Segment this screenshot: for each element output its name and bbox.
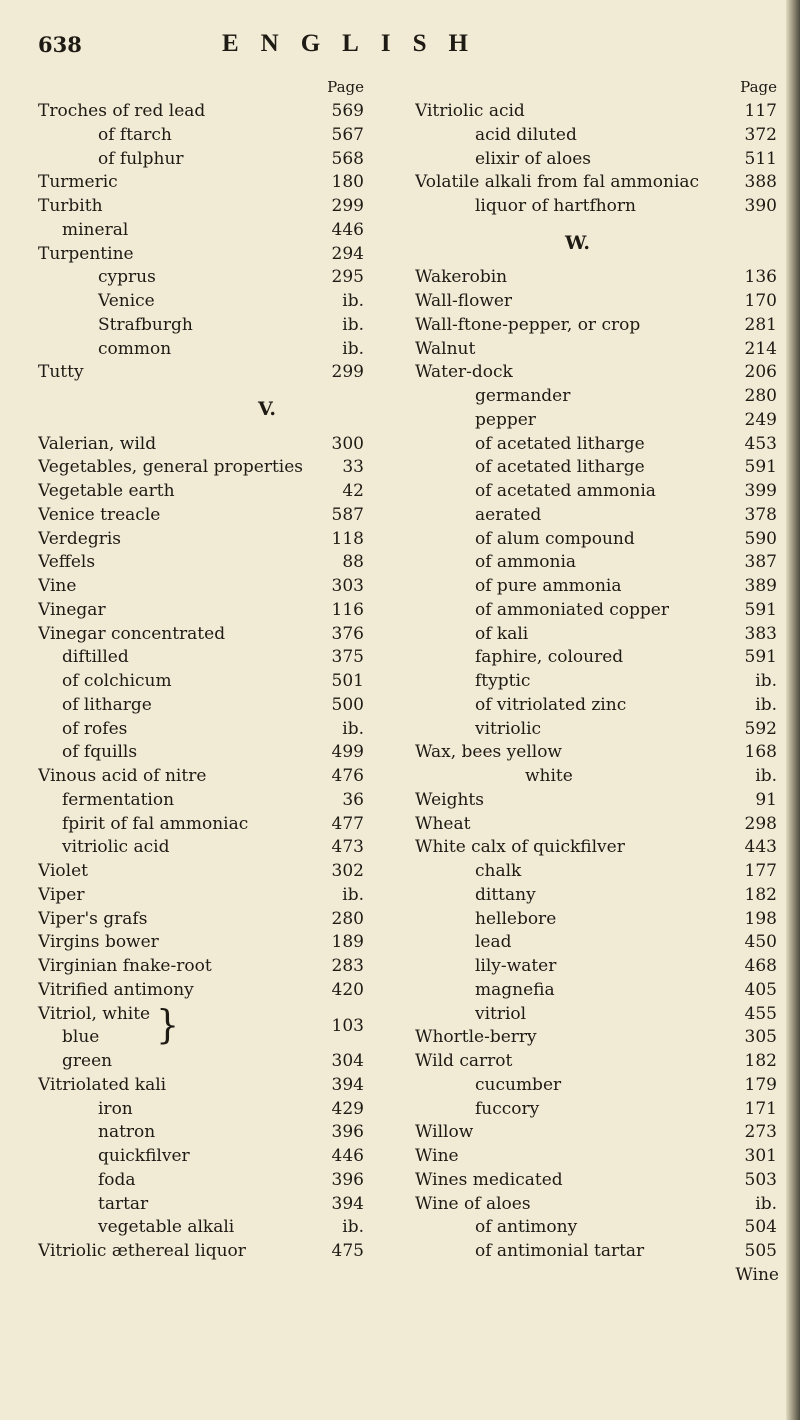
index-entry-page: 505 bbox=[744, 1241, 777, 1261]
index-entry-page: 91 bbox=[755, 789, 777, 810]
index-entry-name: Troches of red lead bbox=[38, 101, 206, 121]
index-entry-name: dittany bbox=[475, 884, 536, 905]
index-entry-name: aerated bbox=[475, 504, 542, 525]
index-entry bbox=[415, 979, 783, 1003]
index-entry-name: Viper bbox=[38, 884, 85, 905]
index-entry-name: iron bbox=[98, 1098, 133, 1119]
index-entry bbox=[415, 884, 783, 908]
index-entry bbox=[415, 599, 783, 623]
index-entry-name: lily-water bbox=[475, 956, 557, 976]
index-entry-page: 36 bbox=[342, 789, 364, 810]
index-entry-page: 477 bbox=[331, 813, 364, 834]
index-entry-page: 389 bbox=[744, 576, 777, 596]
index-entry-name: Vine bbox=[38, 576, 77, 596]
index-entry bbox=[415, 338, 783, 362]
entries-t-section bbox=[38, 100, 370, 385]
index-entry-name: diftilled bbox=[62, 647, 129, 668]
index-entry bbox=[415, 266, 783, 290]
index-entry-page: 591 bbox=[744, 457, 777, 478]
index-entry-name: Whortle-berry bbox=[415, 1027, 537, 1048]
index-entry bbox=[38, 931, 370, 955]
running-head: ENGLISH bbox=[222, 30, 490, 57]
entries-vo-section bbox=[415, 100, 783, 219]
index-entry bbox=[415, 931, 783, 955]
section-heading-v: V. bbox=[258, 397, 277, 420]
index-entry bbox=[38, 1121, 370, 1145]
index-entry-name: Water-dock bbox=[415, 362, 513, 383]
index-entry bbox=[415, 741, 783, 765]
index-entry-page: ib. bbox=[755, 694, 777, 715]
index-entry-page: 182 bbox=[744, 884, 777, 905]
index-entry bbox=[415, 575, 783, 599]
index-entry bbox=[415, 1216, 783, 1240]
index-entry bbox=[415, 836, 783, 860]
index-entry-name: Turmeric bbox=[38, 172, 118, 193]
index-entry bbox=[38, 124, 370, 148]
index-entry bbox=[415, 1193, 783, 1217]
index-entry-page: 189 bbox=[331, 932, 364, 953]
index-entry-page: 294 bbox=[331, 243, 364, 264]
index-entry-page: 429 bbox=[331, 1098, 364, 1119]
index-entry bbox=[38, 1240, 370, 1264]
index-entry-page: 378 bbox=[744, 504, 777, 525]
index-entry-name: Viper's grafs bbox=[38, 908, 148, 929]
index-entry-name: Vegetable earth bbox=[38, 481, 175, 501]
index-entry-name: of colchicum bbox=[62, 671, 172, 691]
index-entry-page: 168 bbox=[744, 742, 777, 763]
index-entry bbox=[415, 1121, 783, 1145]
index-entry-name: Venice bbox=[98, 291, 155, 311]
index-entry-name: acid diluted bbox=[475, 124, 577, 145]
catchword: Wine bbox=[735, 1264, 779, 1285]
index-entry-page: 592 bbox=[744, 718, 777, 739]
index-entry-name: Willow bbox=[415, 1122, 474, 1143]
index-entry-page: 33 bbox=[342, 457, 364, 478]
index-entry bbox=[38, 1193, 370, 1217]
index-entry bbox=[415, 765, 783, 789]
index-entry bbox=[415, 1026, 783, 1050]
index-entry-name: lead bbox=[475, 932, 512, 953]
index-entry-page: 455 bbox=[744, 1003, 777, 1024]
index-entry-name: of acetated litharge bbox=[475, 457, 645, 478]
index-entry-name: Violet bbox=[38, 861, 88, 881]
index-entry-name: hellebore bbox=[475, 908, 557, 929]
index-entry bbox=[415, 1240, 783, 1264]
index-entry-page: 177 bbox=[744, 861, 777, 881]
index-entry bbox=[415, 361, 783, 385]
index-entry bbox=[415, 480, 783, 504]
index-entry-page: 443 bbox=[744, 837, 777, 858]
index-entry-name: Walnut bbox=[415, 338, 476, 359]
index-entry-name: of fulphur bbox=[98, 148, 184, 169]
index-entry bbox=[415, 148, 783, 172]
index-entry-page: 446 bbox=[331, 219, 364, 240]
index-entry-page: 299 bbox=[331, 196, 364, 216]
index-entry bbox=[38, 504, 370, 528]
index-entry-name: mineral bbox=[62, 219, 129, 240]
index-entry-name: Volatile alkali from fal ammoniac bbox=[415, 172, 700, 193]
index-entry bbox=[38, 789, 370, 813]
index-entry-name: cucumber bbox=[475, 1074, 562, 1095]
index-entry bbox=[415, 670, 783, 694]
index-entry bbox=[38, 1216, 370, 1240]
index-entry-name: Turbith bbox=[38, 196, 103, 216]
index-entry-page: 295 bbox=[331, 267, 364, 288]
index-entry-name: Veffels bbox=[38, 552, 96, 573]
index-entry bbox=[415, 718, 783, 742]
index-entry bbox=[415, 623, 783, 647]
index-entry-page: 390 bbox=[744, 196, 777, 216]
index-entry-name: cyprus bbox=[98, 267, 156, 288]
index-entry bbox=[38, 1074, 370, 1098]
index-entry bbox=[38, 338, 370, 362]
index-entry bbox=[415, 1050, 783, 1074]
index-entry-page: 569 bbox=[331, 101, 364, 121]
index-entry-name: green bbox=[62, 1051, 113, 1071]
index-entry-name: Vitrified antimony bbox=[38, 979, 194, 1000]
index-entry-page: ib. bbox=[342, 314, 364, 335]
index-entry-page: 511 bbox=[744, 148, 777, 169]
index-entry-page: 214 bbox=[744, 338, 777, 359]
index-entry-name: liquor of hartfhorn bbox=[475, 196, 636, 216]
index-entry bbox=[38, 1050, 370, 1074]
index-entry bbox=[415, 1098, 783, 1122]
index-column-right bbox=[415, 78, 783, 1286]
index-entry bbox=[38, 290, 370, 314]
index-entry bbox=[38, 1145, 370, 1169]
index-entry-name: Wheat bbox=[415, 813, 471, 834]
index-entry-page: 405 bbox=[744, 979, 777, 1000]
index-entry-page: 280 bbox=[744, 386, 777, 406]
index-entry-name: fpirit of fal ammoniac bbox=[62, 813, 249, 834]
index-entry-page: 206 bbox=[744, 362, 777, 383]
index-entry bbox=[415, 1074, 783, 1098]
index-entry bbox=[38, 195, 370, 219]
index-entry-page: 170 bbox=[744, 291, 777, 311]
index-entry-name: Wines medicated bbox=[415, 1169, 563, 1190]
index-entry-name: Tutty bbox=[38, 362, 84, 383]
index-entry bbox=[38, 813, 370, 837]
index-entry-page: ib. bbox=[755, 1193, 777, 1214]
index-entry bbox=[415, 551, 783, 575]
index-entry-name: white bbox=[525, 766, 573, 786]
index-entry-name: Wall-ftone-pepper, or crop bbox=[415, 314, 641, 335]
index-entry-name: vitriolic bbox=[475, 718, 542, 739]
index-entry-page: 568 bbox=[331, 148, 364, 169]
index-entry-name: Vegetables, general properties bbox=[38, 457, 304, 478]
index-entry bbox=[415, 694, 783, 718]
page-number: 638 bbox=[38, 32, 82, 57]
index-entry-page: 468 bbox=[744, 956, 777, 976]
index-entry-name: vitriol bbox=[475, 1003, 527, 1024]
index-entry-page: 281 bbox=[744, 314, 777, 335]
index-entry-name: blue bbox=[62, 1027, 100, 1048]
index-entry bbox=[38, 979, 370, 1003]
index-entry bbox=[38, 243, 370, 267]
index-entry bbox=[38, 718, 370, 742]
index-entry-name: Weights bbox=[415, 789, 484, 810]
index-entry-name: of ammonia bbox=[475, 552, 577, 573]
index-entry bbox=[38, 171, 370, 195]
index-entry-page: 453 bbox=[744, 433, 777, 454]
index-entry-name: Venice treacle bbox=[38, 504, 161, 525]
index-entry-name: Verdegris bbox=[38, 528, 122, 549]
index-entry-page: 88 bbox=[342, 552, 364, 573]
section-heading-w: W. bbox=[565, 231, 590, 254]
index-entry-page: 171 bbox=[744, 1098, 777, 1119]
index-entry-page: 301 bbox=[744, 1146, 777, 1166]
index-entry-name: faphire, coloured bbox=[475, 647, 624, 668]
index-entry-page: ib. bbox=[342, 291, 364, 311]
index-entry-page: 388 bbox=[744, 172, 777, 193]
index-entry-name: pepper bbox=[475, 409, 536, 430]
index-entry-name: Wine of aloes bbox=[415, 1193, 531, 1214]
index-entry-name: Turpentine bbox=[38, 243, 134, 264]
index-entry-name: fuccory bbox=[475, 1098, 540, 1119]
index-entry-page: 302 bbox=[331, 861, 364, 881]
index-entry-page: ib. bbox=[755, 766, 777, 786]
index-entry bbox=[38, 266, 370, 290]
index-entry-page: 283 bbox=[331, 956, 364, 976]
index-entry bbox=[415, 195, 783, 219]
index-entry-page: 450 bbox=[744, 932, 777, 953]
entries-vitriol-section bbox=[38, 1050, 370, 1264]
index-entry bbox=[415, 504, 783, 528]
index-entry-page: 591 bbox=[744, 647, 777, 668]
index-entry-name: Vitriolic acid bbox=[415, 101, 525, 121]
index-entry-name: of antimonial tartar bbox=[475, 1241, 645, 1261]
index-entry bbox=[415, 433, 783, 457]
page-edge-shadow bbox=[786, 0, 800, 1420]
index-entry bbox=[38, 670, 370, 694]
index-entry bbox=[38, 741, 370, 765]
index-entry bbox=[415, 955, 783, 979]
index-entry-name: Vitriol, white bbox=[38, 1003, 151, 1024]
index-entry-page: 299 bbox=[331, 362, 364, 383]
index-entry-page: 396 bbox=[331, 1122, 364, 1143]
index-entry-name: Wax, bees yellow bbox=[415, 742, 562, 763]
index-entry bbox=[38, 884, 370, 908]
index-entry-page: 476 bbox=[331, 766, 364, 786]
index-entry bbox=[38, 599, 370, 623]
index-entry-page: 503 bbox=[744, 1169, 777, 1190]
index-entry-name: Valerian, wild bbox=[38, 433, 157, 454]
index-entry-name: Wine bbox=[415, 1146, 459, 1166]
index-entry-page: 179 bbox=[744, 1074, 777, 1095]
index-entry bbox=[415, 528, 783, 552]
index-entry-page: ib. bbox=[342, 718, 364, 739]
index-entry bbox=[38, 908, 370, 932]
index-entry-page: ib. bbox=[755, 671, 777, 691]
index-entry-name: elixir of aloes bbox=[475, 148, 592, 169]
index-entry-page: 591 bbox=[744, 599, 777, 620]
index-entry bbox=[415, 1169, 783, 1193]
index-entry-name: vegetable alkali bbox=[98, 1217, 235, 1238]
index-entry bbox=[415, 908, 783, 932]
index-entry-name: Vitriolated kali bbox=[38, 1074, 167, 1095]
index-entry-name: Vitriolic æthereal liquor bbox=[38, 1241, 246, 1261]
index-entry bbox=[38, 623, 370, 647]
index-entry bbox=[38, 433, 370, 457]
index-entry bbox=[415, 456, 783, 480]
index-entry bbox=[38, 860, 370, 884]
index-entry-name: Vinous acid of nitre bbox=[38, 766, 207, 786]
brace-mark: } bbox=[156, 1003, 180, 1049]
entries-w-section bbox=[415, 266, 783, 1264]
index-entry-name: fermentation bbox=[62, 789, 175, 810]
index-entry-name: ftyptic bbox=[475, 671, 531, 691]
index-entry-page: 446 bbox=[331, 1146, 364, 1166]
index-entry bbox=[38, 148, 370, 172]
index-entry-name: of pure ammonia bbox=[475, 576, 622, 596]
index-entry-page: ib. bbox=[342, 884, 364, 905]
index-entry bbox=[415, 789, 783, 813]
index-entry-page: 249 bbox=[744, 409, 777, 430]
index-entry-name: of acetated ammonia bbox=[475, 481, 656, 501]
index-entry bbox=[415, 100, 783, 124]
index-entry-page: 501 bbox=[331, 671, 364, 691]
index-entry-page: 375 bbox=[331, 647, 364, 668]
index-entry-page: 182 bbox=[744, 1051, 777, 1071]
index-entry-page: 399 bbox=[744, 481, 777, 501]
index-entry bbox=[415, 290, 783, 314]
index-entry bbox=[38, 646, 370, 670]
index-entry bbox=[38, 314, 370, 338]
index-entry-page: 499 bbox=[331, 742, 364, 763]
index-entry bbox=[38, 765, 370, 789]
index-entry-page: 394 bbox=[331, 1074, 364, 1095]
index-entry bbox=[38, 551, 370, 575]
index-entry bbox=[38, 1169, 370, 1193]
index-entry bbox=[415, 124, 783, 148]
index-entry bbox=[38, 100, 370, 124]
index-entry-page: 298 bbox=[744, 813, 777, 834]
index-entry-page: 394 bbox=[331, 1193, 364, 1214]
index-entry-name: of kali bbox=[475, 623, 529, 644]
index-entry-page: 567 bbox=[331, 124, 364, 145]
index-entry-page: 475 bbox=[331, 1241, 364, 1261]
index-entry-name: of ammoniated copper bbox=[475, 599, 669, 620]
index-entry-page: 42 bbox=[342, 481, 364, 501]
index-entry-name: Strafburgh bbox=[98, 314, 193, 335]
index-entry-page: 303 bbox=[331, 576, 364, 596]
index-entry-page: 304 bbox=[331, 1051, 364, 1071]
index-entry-name: Vinegar bbox=[38, 599, 106, 620]
index-entry-vitriol-brace bbox=[38, 1003, 370, 1051]
index-entry bbox=[415, 171, 783, 195]
index-entry-page: 383 bbox=[744, 623, 777, 644]
index-entry bbox=[415, 385, 783, 409]
page-column-heading: Page bbox=[327, 78, 364, 96]
index-entry bbox=[38, 575, 370, 599]
index-entry-page: 273 bbox=[744, 1122, 777, 1143]
index-entry-page: 116 bbox=[331, 599, 364, 620]
index-entry-page: 198 bbox=[744, 908, 777, 929]
index-entry-name: of vitriolated zinc bbox=[475, 694, 627, 715]
index-entry-name: of ftarch bbox=[98, 124, 172, 145]
index-entry bbox=[415, 409, 783, 433]
index-entry-name: tartar bbox=[98, 1193, 149, 1214]
index-entry-page: 280 bbox=[331, 908, 364, 929]
index-entry-name: of rofes bbox=[62, 718, 128, 739]
index-entry-name: Wakerobin bbox=[415, 267, 508, 288]
index-entry-name: magnefia bbox=[475, 979, 555, 1000]
index-entry-page: 387 bbox=[744, 552, 777, 573]
index-entry-page: 103 bbox=[331, 1016, 364, 1037]
index-entry-name: Wall-flower bbox=[415, 291, 513, 311]
index-entry bbox=[38, 219, 370, 243]
index-entry-name: germander bbox=[475, 386, 571, 406]
index-entry-name: vitriolic acid bbox=[62, 837, 170, 858]
index-entry-page: 118 bbox=[331, 528, 364, 549]
index-entry-name: quickfilver bbox=[98, 1146, 190, 1166]
index-entry bbox=[38, 456, 370, 480]
index-entry-page: 590 bbox=[744, 528, 777, 549]
index-entry-name: of acetated litharge bbox=[475, 433, 645, 454]
index-entry-page: 396 bbox=[331, 1169, 364, 1190]
index-entry-page: 504 bbox=[744, 1217, 777, 1238]
index-entry bbox=[38, 694, 370, 718]
page-column-heading: Page bbox=[740, 78, 777, 96]
index-entry-page: ib. bbox=[342, 1217, 364, 1238]
index-entry-page: 376 bbox=[331, 623, 364, 644]
index-entry-name: chalk bbox=[475, 861, 522, 881]
index-column-left bbox=[38, 78, 370, 1264]
index-entry-page: 372 bbox=[744, 124, 777, 145]
index-entry-page: 473 bbox=[331, 837, 364, 858]
index-entry bbox=[38, 1098, 370, 1122]
index-entry-name: of alum compound bbox=[475, 528, 635, 549]
index-entry-page: 305 bbox=[744, 1027, 777, 1048]
index-entry-name: Vinegar concentrated bbox=[38, 623, 226, 644]
index-entry bbox=[415, 813, 783, 837]
index-entry bbox=[38, 955, 370, 979]
index-entry-name: common bbox=[98, 338, 172, 359]
index-entry-page: 180 bbox=[331, 172, 364, 193]
index-entry bbox=[415, 860, 783, 884]
index-entry-page: 117 bbox=[744, 101, 777, 121]
index-entry bbox=[415, 314, 783, 338]
index-entry-page: 500 bbox=[331, 694, 364, 715]
index-entry bbox=[38, 480, 370, 504]
index-entry-name: Virgins bower bbox=[38, 932, 159, 953]
index-entry-name: White calx of quickfilver bbox=[415, 837, 625, 858]
index-entry-name: of litharge bbox=[62, 694, 152, 715]
index-entry bbox=[415, 1003, 783, 1027]
index-entry-page: 420 bbox=[331, 979, 364, 1000]
index-entry-name: of fquills bbox=[62, 742, 138, 763]
index-entry-page: 300 bbox=[331, 433, 364, 454]
index-entry-page: 587 bbox=[331, 504, 364, 525]
index-entry-name: of antimony bbox=[475, 1217, 578, 1238]
index-entry bbox=[38, 836, 370, 860]
index-entry-name: Wild carrot bbox=[415, 1051, 513, 1071]
index-entry-page: 136 bbox=[744, 267, 777, 288]
index-entry-name: natron bbox=[98, 1122, 156, 1143]
index-entry bbox=[415, 1145, 783, 1169]
index-entry-name: foda bbox=[98, 1169, 136, 1190]
index-entry bbox=[38, 528, 370, 552]
index-entry bbox=[415, 646, 783, 670]
index-entry bbox=[38, 361, 370, 385]
index-entry-page: ib. bbox=[342, 338, 364, 359]
index-entry-name: Virginian fnake-root bbox=[38, 956, 212, 976]
entries-v-section bbox=[38, 433, 370, 1003]
